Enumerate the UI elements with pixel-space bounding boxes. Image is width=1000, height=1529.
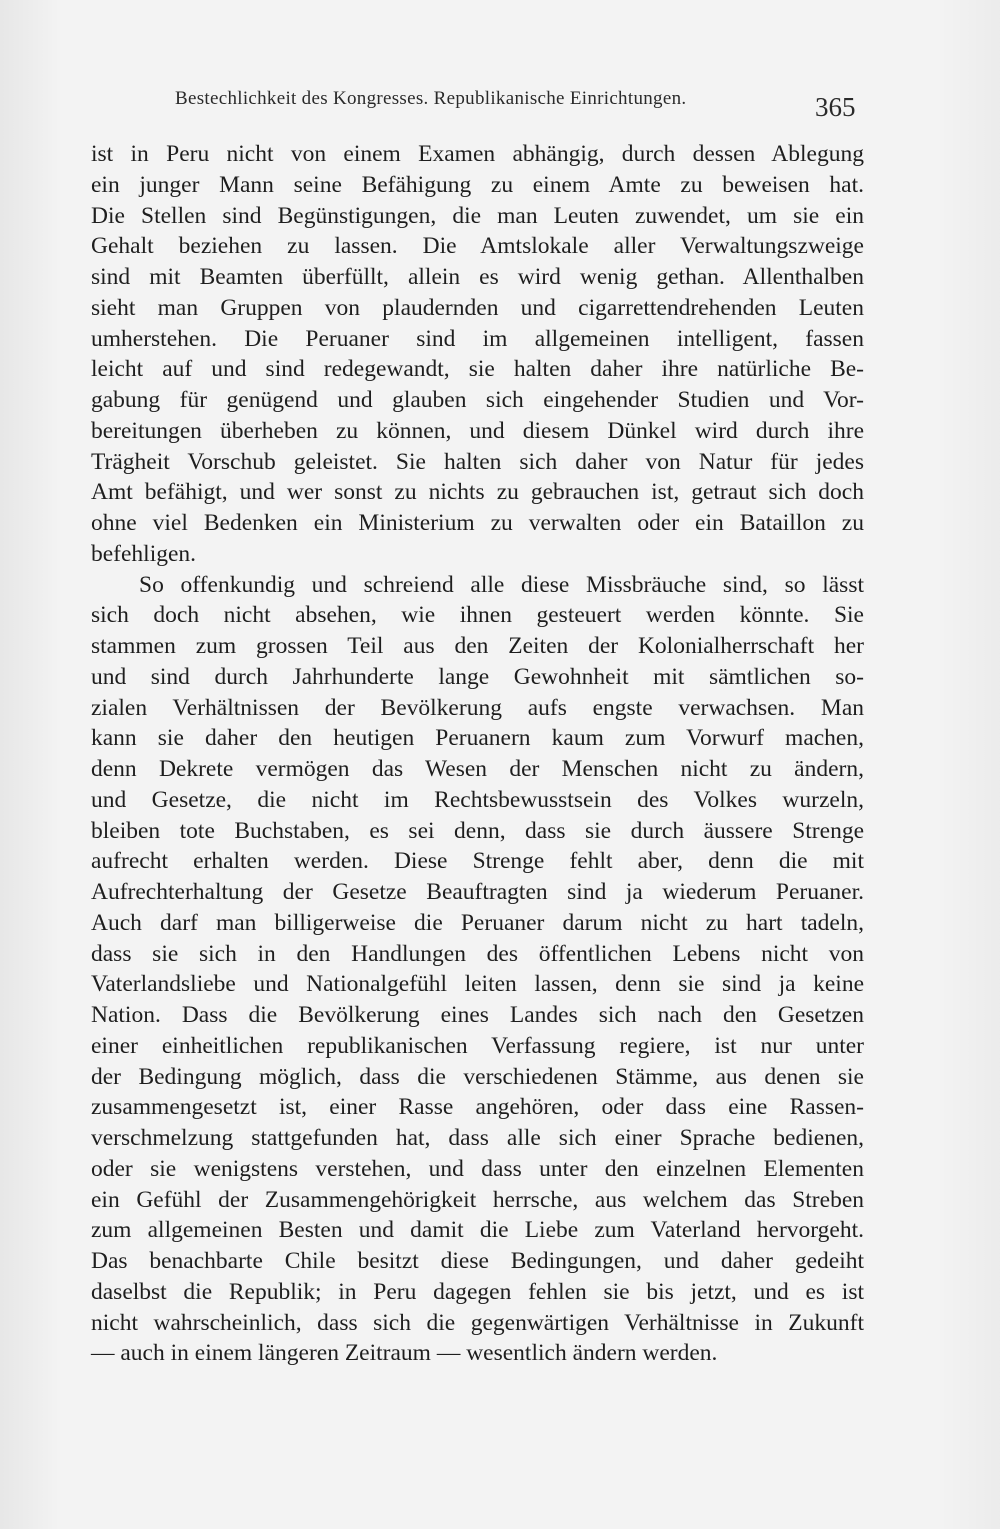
text-line: Trägheit Vorschub geleistet. Sie halten sich daher von Natur für jedes <box>91 448 864 475</box>
text-line: befehligen. <box>91 540 197 567</box>
text-line: ist in Peru nicht von einem Examen abhängig, durch dessen Ablegung <box>91 141 864 167</box>
text-line: zusammengesetzt ist, einer Rasse angehören, oder dass eine Rassen- <box>91 1094 864 1121</box>
text-line: einer einheitlichen republikanischen Verfassung regiere, ist nur unter <box>91 1032 864 1059</box>
text-line: und sind durch Jahrhunderte lange Gewohnheit mit sämtlichen so- <box>91 663 864 690</box>
text-line: Nation. Dass die Bevölkerung eines Landes sich nach den Gesetzen <box>91 1002 864 1028</box>
body-text <box>91 139 864 1369</box>
text-line: Auch darf man billigerweise die Peruaner darum nicht zu hart tadeln, <box>91 909 864 936</box>
text-line: sind mit Beamten überfüllt, allein es wird wenig gethan. Allenthalben <box>91 264 864 290</box>
text-line: ein junger Mann seine Befähigung zu einem Amte zu beweisen hat. <box>91 171 864 198</box>
text-line: daselbst die Republik; in Peru dagegen fehlen sie bis jetzt, und es ist <box>91 1278 864 1305</box>
text-line: denn Dekrete vermögen das Wesen der Menschen nicht zu ändern, <box>91 756 864 782</box>
text-line: gabung für genügend und glauben sich eingehender Studien und Vor- <box>91 387 864 413</box>
text-line: umherstehen. Die Peruaner sind im allgemeinen intelligent, fassen <box>91 325 864 352</box>
text-line: nicht wahrscheinlich, dass sich die gegenwärtigen Verhältnisse in Zukunft <box>91 1309 864 1336</box>
text-line: der Bedingung möglich, dass die verschiedenen Stämme, aus denen sie <box>91 1063 864 1090</box>
text-line: ein Gefühl der Zusammengehörigkeit herrsche, aus welchem das Streben <box>91 1186 864 1213</box>
text-line: stammen zum grossen Teil aus den Zeiten der Kolonialherrschaft her <box>91 633 864 659</box>
text-line: bleiben tote Buchstaben, es sei denn, dass sie durch äussere Strenge <box>91 817 864 844</box>
paragraph-2 <box>91 570 864 1370</box>
text-line: sieht man Gruppen von plaudernden und cigarrettendrehenden Leuten <box>91 294 864 321</box>
text-line: Vaterlandsliebe und Nationalgefühl leiten lassen, denn sie sind ja keine <box>91 971 864 998</box>
text-line: oder sie wenigstens verstehen, und dass unter den einzelnen Elementen <box>91 1155 864 1182</box>
running-header: Bestechlichkeit des Kongresses. Republikanische Einrichtungen. <box>175 88 687 109</box>
text-line: Amt befähigt, und wer sonst zu nichts zu gebrauchen ist, getraut sich doch <box>91 479 864 506</box>
text-line: zialen Verhältnissen der Bevölkerung aufs engste verwachsen. Man <box>91 694 864 721</box>
text-line: und Gesetze, die nicht im Rechtsbewusstsein des Volkes wurzeln, <box>91 786 864 813</box>
text-line: sich doch nicht absehen, wie ihnen gesteuert werden könnte. Sie <box>91 602 864 629</box>
text-line: zum allgemeinen Besten und damit die Liebe zum Vaterland hervorgeht. <box>91 1217 864 1244</box>
text-line: ohne viel Bedenken ein Ministerium zu verwalten oder ein Bataillon zu <box>91 510 864 536</box>
text-line: Die Stellen sind Begünstigungen, die man Leuten zuwendet, um sie ein <box>91 202 864 229</box>
text-line: bereitungen überheben zu können, und diesem Dünkel wird durch ihre <box>91 417 864 444</box>
page-number: 365 <box>815 92 856 122</box>
text-line: kann sie daher den heutigen Peruanern kaum zum Vorwurf machen, <box>91 725 864 752</box>
text-line: Gehalt beziehen zu lassen. Die Amtslokale aller Verwaltungszweige <box>91 233 864 260</box>
text-line: leicht auf und sind redegewandt, sie halten daher ihre natürliche Be- <box>91 356 864 383</box>
text-line: dass sie sich in den Handlungen des öffentlichen Lebens nicht von <box>91 940 864 967</box>
text-line: verschmelzung stattgefunden hat, dass alle sich einer Sprache bedienen, <box>91 1125 864 1151</box>
paragraph-1 <box>91 139 864 570</box>
text-line: aufrecht erhalten werden. Diese Strenge fehlt aber, denn die mit <box>91 848 864 875</box>
text-line: Das benachbarte Chile besitzt diese Bedingungen, und daher gedeiht <box>91 1248 864 1274</box>
text-line: Aufrechterhaltung der Gesetze Beauftragten sind ja wiederum Peruaner. <box>91 879 864 905</box>
text-line: So offenkundig und schreiend alle diese Missbräuche sind, so lässt <box>139 571 864 598</box>
text-line: — auch in einem längeren Zeitraum — wesentlich ändern werden. <box>91 1340 718 1367</box>
